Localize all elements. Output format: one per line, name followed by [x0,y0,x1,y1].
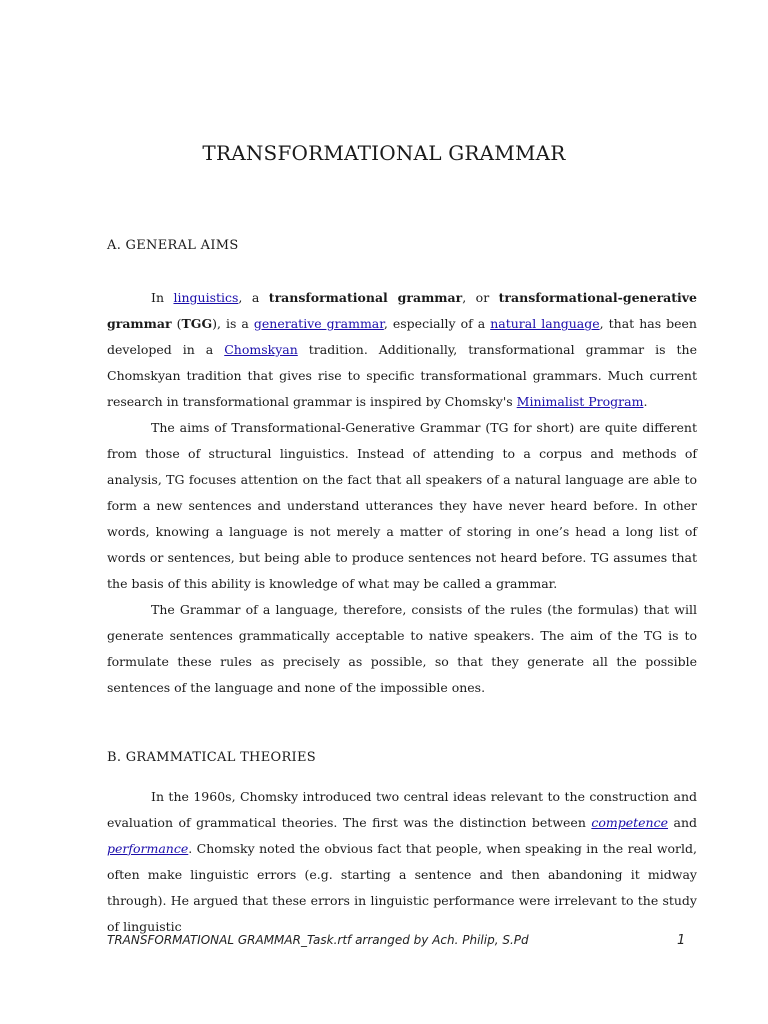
link-linguistics[interactable]: linguistics [173,290,239,305]
section-a-paragraph-3: The Grammar of a language, therefore, consists of the rules (the formulas) that will generate sentences grammatically acceptable to native speakers. The aim of the TG is to formulate these rules as precisely as possible, so that they generate all the possible sentences of the language and none of the impossible ones. [107,602,697,695]
text-run: ( [171,316,182,331]
text-run: ), is a [212,316,254,331]
text-run: and [668,815,697,830]
text-run: , especially of a [383,316,491,331]
text-run: In [151,290,174,305]
text-run: , a [238,290,269,305]
section-a-paragraph-1 [107,285,697,415]
link-performance[interactable]: performance [107,841,189,856]
section-b-paragraph-1 [107,784,697,940]
link-generative-grammar[interactable]: generative grammar [253,316,384,331]
link-natural-language[interactable]: natural language [490,316,600,331]
bold-term-tgg: TGG [181,316,213,331]
link-competence[interactable]: competence [591,815,669,830]
document-title: TRANSFORMATIONAL GRAMMAR [202,141,566,165]
section-b-heading: B. GRAMMATICAL THEORIES [107,750,316,765]
bold-term-tgg-full: transformational-generative grammar [107,290,697,331]
section-a-heading: A. GENERAL AIMS [107,238,239,253]
link-chomskyan[interactable]: Chomskyan [224,342,298,357]
text-run: , or [462,290,499,305]
section-a-paragraph-2: The aims of Transformational-Generative Grammar (TG for short) are quite different from those of structural linguistics. Instead of attending to a corpus and methods of analysis, TG focuses attention on the fact that all speakers of a natural language are able to form a new sentences and understand utterances they have never heard before. In other words, knowing a language is not merely a matter of storing in one’s head a long list of words or sentences, but being able to produce sentences not heard before. TG assumes that the basis of this ability is knowledge of what may be called a grammar. [107,420,697,591]
text-run: tradition. Additionally, transformational grammar is the Chomskyan tradition that gives rise to specific transformational grammars. Much current research in transformational grammar is inspired by Chomsky's [107,342,697,409]
page-footer: TRANSFORMATIONAL GRAMMAR_Task.rtf arranged by Ach. Philip, S.Pd [107,933,529,947]
link-minimalist-program[interactable]: Minimalist Program [516,394,644,409]
text-run: In the 1960s, Chomsky introduced two central ideas relevant to the construction and evaluation of grammatical theories. The first was the distinction between [107,789,697,830]
text-run: . Chomsky noted the obvious fact that people, when speaking in the real world, often make linguistic errors (e.g. starting a sentence and then abandoning it midway through). He argued that these errors in linguistic performance were irrelevant to the study of linguistic [107,841,697,934]
bold-term-transformational-grammar: transformational grammar [268,290,463,305]
text-run: . [643,394,648,409]
page-number: 1 [677,933,686,948]
text-run: , that has been developed in a [107,316,697,357]
